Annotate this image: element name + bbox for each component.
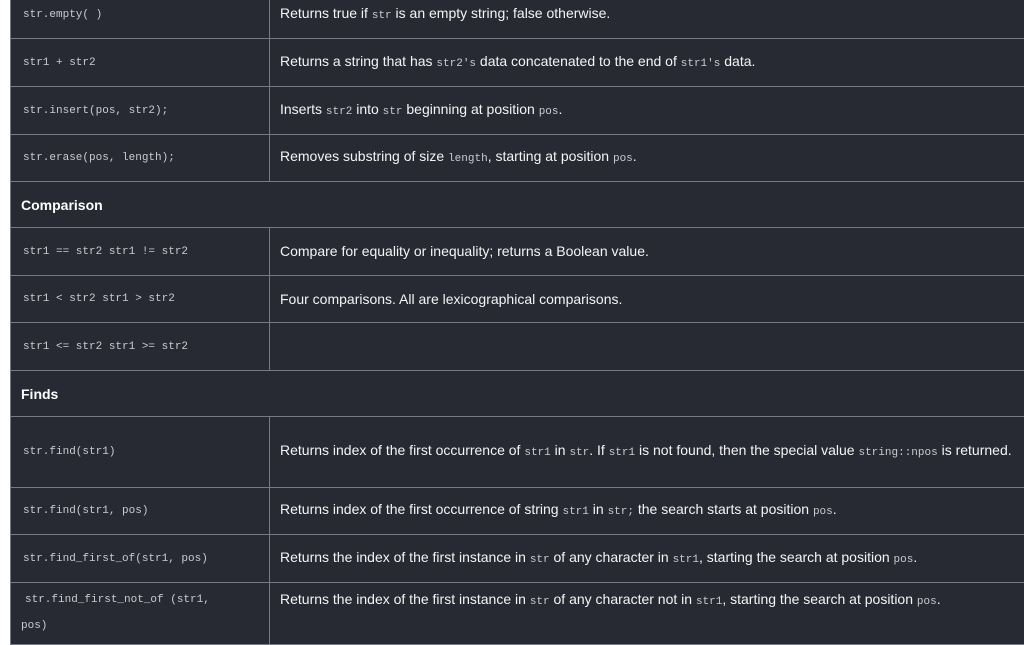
code-cell: str1 == str2 str1 != str2 [11,228,270,276]
table-row [11,39,1024,87]
description-cell [270,276,1024,323]
description-text: of any character not in [549,591,696,607]
description-text: Returns a string that has [280,52,437,69]
description-text: of any character in [549,548,673,565]
table-row [11,87,1024,135]
description-text: data. [720,52,756,69]
inline-code: str1 [608,447,636,459]
inline-code: str1 [562,506,589,518]
inline-code: pos [916,596,937,608]
description-text: in [550,442,570,458]
table-row [11,228,1024,276]
description-text: . [936,591,941,607]
description-cell [270,228,1024,276]
description-text: is an empty string; false otherwise. [391,5,611,21]
description-text: is returned. [937,442,1012,458]
description-cell [270,39,1024,87]
description-text: in [588,501,608,517]
inline-code: str1 [695,596,723,608]
inline-code: str [371,10,392,22]
table-row [11,276,1024,323]
inline-code: pos [812,506,833,518]
table-row [11,0,1024,39]
description-cell [270,87,1024,135]
inline-code: pos [612,153,633,165]
code-cell: str.empty( ) [11,0,270,39]
code-cell: str1 + str2 [11,39,270,87]
description-text: Compare for equality or inequality; returns a Boolean value. [280,243,649,259]
table-row [11,488,1024,535]
description-text: Returns index of the first occurrence of string [280,501,563,517]
code-cell: str.find(str1, pos) [11,488,270,535]
description-cell [270,323,1024,371]
table-row [11,323,1024,371]
description-text: . If [589,442,609,458]
inline-code: str [529,596,550,608]
inline-code: pos [893,553,914,566]
description-text: . [832,501,837,517]
description-text: into [352,100,383,117]
code-cell: str.insert(pos, str2); [11,87,270,135]
description-text: beginning at position [402,100,539,117]
code-cell: str.find_first_of(str1, pos) [11,535,270,583]
inline-code: str [569,447,590,459]
description-text: the search starts at position [633,501,813,517]
description-cell [270,135,1024,182]
description-cell [270,417,1024,488]
code-cell [11,583,270,645]
inline-code: str2's [436,57,477,70]
inline-code: str2 [325,105,353,118]
inline-code: length [448,153,488,165]
section-title: Comparison [11,182,1024,228]
description-text: , starting the search at position [698,548,894,565]
description-text: Removes substring of size [280,148,449,164]
section-title: Finds [11,371,1024,417]
inline-code: str1 [672,553,699,566]
inline-code: str1 [524,447,551,459]
description-text: , starting at position [487,148,613,164]
description-text: Returns index of the first occurrence of [280,442,525,458]
table-row [11,535,1024,583]
code-cell: str.erase(pos, length); [11,135,270,182]
description-cell [270,0,1024,39]
description-text: Returns true if [280,5,372,21]
code-line: pos) [21,620,48,632]
description-text: is not found, then the special value [635,442,859,458]
table-row [11,583,1024,645]
description-text: Inserts [280,100,326,117]
description-text: . [913,548,918,565]
description-cell [270,488,1024,535]
description-text: . [632,148,637,164]
table-row [11,417,1024,488]
code-cell: str.find(str1) [11,417,270,488]
code-cell: str1 <= str2 str1 >= str2 [11,323,270,371]
inline-code: str [529,553,550,566]
description-text: Returns the index of the first instance in [280,591,530,607]
string-operations-table [10,0,1024,645]
section-header-finds [11,371,1024,417]
code-line: str.find_first_not_of (str1, [25,594,210,606]
inline-code: str [382,105,403,118]
description-text: Returns the index of the first instance in [280,548,530,565]
description-text: . [558,100,563,117]
inline-code: string::npos [858,447,938,459]
description-cell [270,535,1024,583]
inline-code: pos [538,105,559,118]
table-row [11,135,1024,182]
description-text: , starting the search at position [722,591,917,607]
inline-code: str1's [680,57,721,70]
inline-code: str; [607,506,634,518]
description-text: Four comparisons. All are lexicographical comparisons. [280,290,623,307]
description-text: data concatenated to the end of [476,52,681,69]
section-header-comparison [11,182,1024,228]
code-cell: str1 < str2 str1 > str2 [11,276,270,323]
description-cell [270,583,1024,645]
